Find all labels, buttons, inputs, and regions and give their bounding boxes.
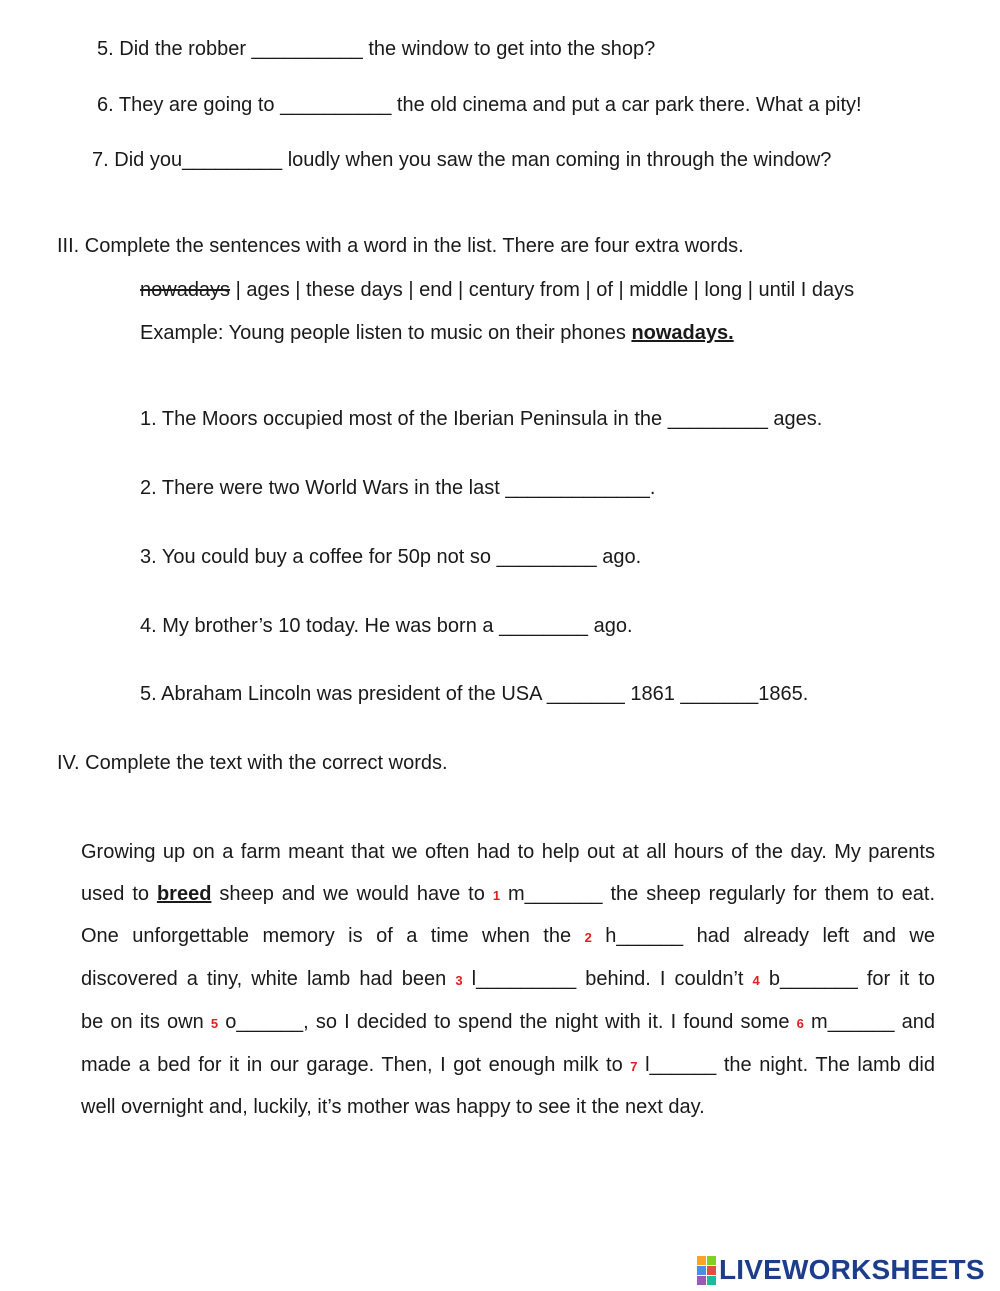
- exercise-item-6: [97, 93, 862, 117]
- example-sentence: [140, 321, 734, 345]
- item-text: Did the robber: [119, 38, 252, 60]
- gap-1[interactable]: m_______ the sheep regularly for them to eat.: [500, 882, 935, 905]
- section-3-item: 2. There were two World Wars in the last _____________.: [140, 477, 656, 499]
- gap-number: 3: [455, 973, 463, 989]
- item-text: Did you: [114, 149, 183, 171]
- word-list-rest: | ages | these days | end | century from | of | middle | long | until I days: [230, 279, 855, 301]
- text-line: made a bed for it in our garage. Then, I got enough milk to 7 l______ the night. The lamb did: [81, 1053, 935, 1076]
- liveworksheets-logo: [697, 1256, 985, 1284]
- example-text: Example: Young people listen to music on their phones: [140, 322, 632, 344]
- text-line: used to breed sheep and we would have to 1 m_______ the sheep regularly for them to eat.: [81, 882, 935, 905]
- exercise-item-5: [97, 37, 655, 61]
- gap-number: 5: [210, 1015, 219, 1031]
- gap-7[interactable]: l______ the night. The lamb did: [637, 1053, 935, 1076]
- gap-6[interactable]: m______ and: [803, 1010, 935, 1033]
- text-line: discovered a tiny, white lamb had been 3 l_________ behind. I couldn’t 4 b_______ for it to: [81, 968, 935, 991]
- text-line: Growing up on a farm meant that we often had to help out at all hours of the day. My parents: [81, 841, 935, 863]
- key-word: breed: [156, 882, 212, 905]
- item-text: the old cinema and put a car park there. What a pity!: [391, 94, 862, 116]
- example-answer: nowadays.: [631, 322, 734, 344]
- section-3-heading: III. Complete the sentences with a word in the list. There are four extra words.: [57, 235, 744, 257]
- answer-blank[interactable]: __________: [280, 94, 392, 116]
- word-list: [140, 278, 854, 302]
- cloze-text: [81, 832, 935, 1129]
- exercise-item-7: [92, 148, 831, 172]
- gap-5[interactable]: o______, so I decided to spend the night with it. I found some: [218, 1010, 797, 1033]
- section-4-heading: IV. Complete the text with the correct words.: [57, 752, 448, 774]
- gap-2[interactable]: h______ had already left and we: [591, 925, 935, 948]
- section-3-item: 4. My brother’s 10 today. He was born a ________ ago.: [140, 615, 633, 637]
- answer-blank[interactable]: _________: [182, 149, 283, 171]
- logo-square: [707, 1276, 716, 1285]
- gap-number: 4: [752, 973, 760, 989]
- logo-square: [707, 1256, 716, 1265]
- answer-blank[interactable]: __________: [251, 38, 363, 60]
- section-3-item: 1. The Moors occupied most of the Iberian Peninsula in the _________ ages.: [140, 408, 823, 430]
- logo-square: [697, 1266, 706, 1275]
- logo-square: [697, 1256, 706, 1265]
- item-text: They are going to: [118, 94, 281, 116]
- item-number: 6.: [97, 94, 114, 116]
- gap-number: 7: [630, 1058, 638, 1074]
- item-text: loudly when you saw the man coming in through the window?: [282, 149, 832, 171]
- item-text: the window to get into the shop?: [362, 38, 656, 60]
- text-line: well overnight and, luckily, it’s mother was happy to see it the next day.: [81, 1096, 705, 1119]
- gap-number: 2: [584, 930, 592, 946]
- crossed-word: nowadays: [140, 279, 231, 301]
- section-3-item: 5. Abraham Lincoln was president of the USA _______ 1861 _______1865.: [140, 683, 809, 705]
- item-number: 7.: [92, 149, 109, 171]
- gap-number: 1: [492, 887, 501, 903]
- text-line: be on its own 5 o______, so I decided to spend the night with it. I found some 6 m______ and: [81, 1010, 935, 1033]
- logo-text: LIVEWORKSHEETS: [719, 1254, 985, 1285]
- gap-3[interactable]: l_________ behind. I couldn’t: [462, 968, 753, 991]
- item-number: 5.: [97, 38, 114, 60]
- logo-square: [697, 1276, 706, 1285]
- section-3-item: 3. You could buy a coffee for 50p not so _________ ago.: [140, 546, 642, 568]
- text-line: One unforgettable memory is of a time when the 2 h______ had already left and we: [81, 925, 935, 948]
- logo-mark-icon: [697, 1256, 716, 1285]
- gap-number: 6: [796, 1015, 804, 1031]
- gap-4[interactable]: b_______ for it to: [759, 968, 935, 991]
- logo-square: [707, 1266, 716, 1275]
